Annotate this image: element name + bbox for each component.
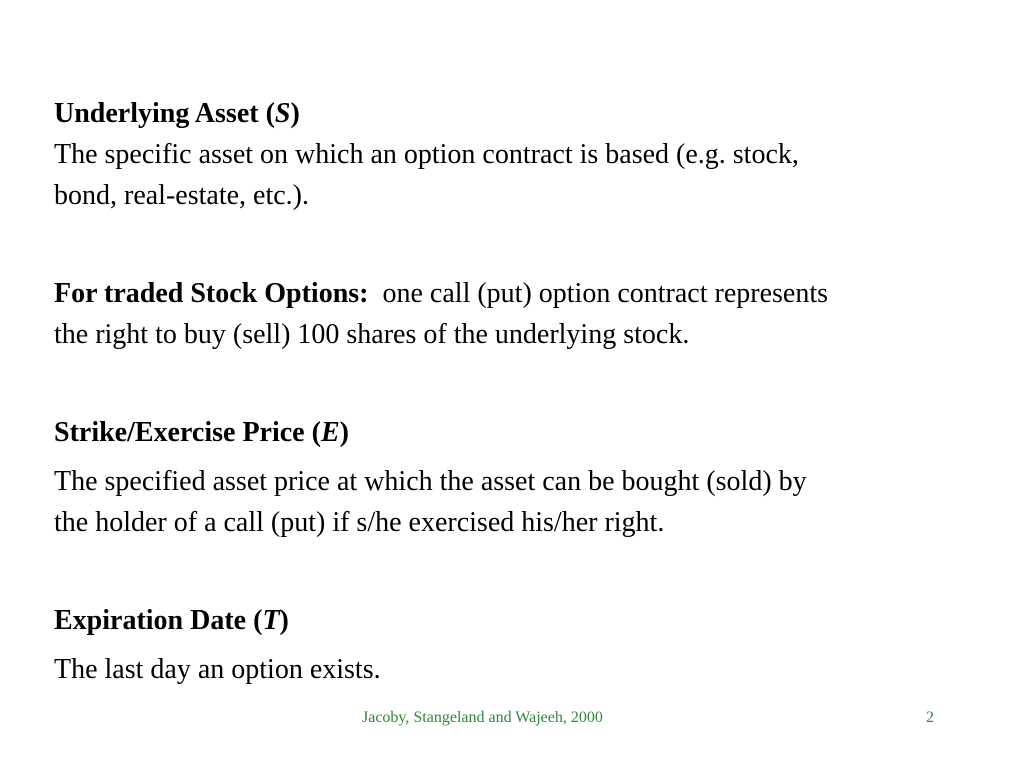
strike-price-definition [54,461,1014,543]
expiration-date-definition-text: The last day an option exists. [54,654,381,685]
strike-price-definition-line1: The specified asset price at which the asset can be bought (sold) by [54,466,807,497]
underlying-asset-definition-line1: The specific asset on which an option contract is based (e.g. stock, [54,139,799,170]
expiration-date-heading [54,600,1014,641]
traded-options-definition-line2: the right to buy (sell) 100 shares of the underlying stock. [54,319,690,350]
footer-citation: Jacoby, Stangeland and Wajeeh, 2000 [362,709,603,726]
traded-options-section [54,273,1014,355]
strike-price-definition-line2: the holder of a call (put) if s/he exercised his/her right. [54,507,665,538]
expiration-date-term: Expiration Date (T) [54,605,289,636]
underlying-asset-section [54,93,1014,216]
expiration-date-definition [54,649,1014,690]
strike-price-term: Strike/Exercise Price (E) [54,417,349,448]
traded-options-term: For traded Stock Options: [54,278,369,309]
traded-options-definition-line1: one call (put) option contract represents [382,278,828,309]
underlying-asset-symbol: S [274,98,291,129]
underlying-asset-definition-line2: bond, real-estate, etc.). [54,180,309,211]
expiration-date-symbol: T [262,605,280,636]
underlying-asset-term: Underlying Asset (S) [54,98,300,129]
strike-price-symbol: E [320,417,340,448]
page-number: 2 [926,709,934,726]
strike-price-heading [54,412,1014,453]
